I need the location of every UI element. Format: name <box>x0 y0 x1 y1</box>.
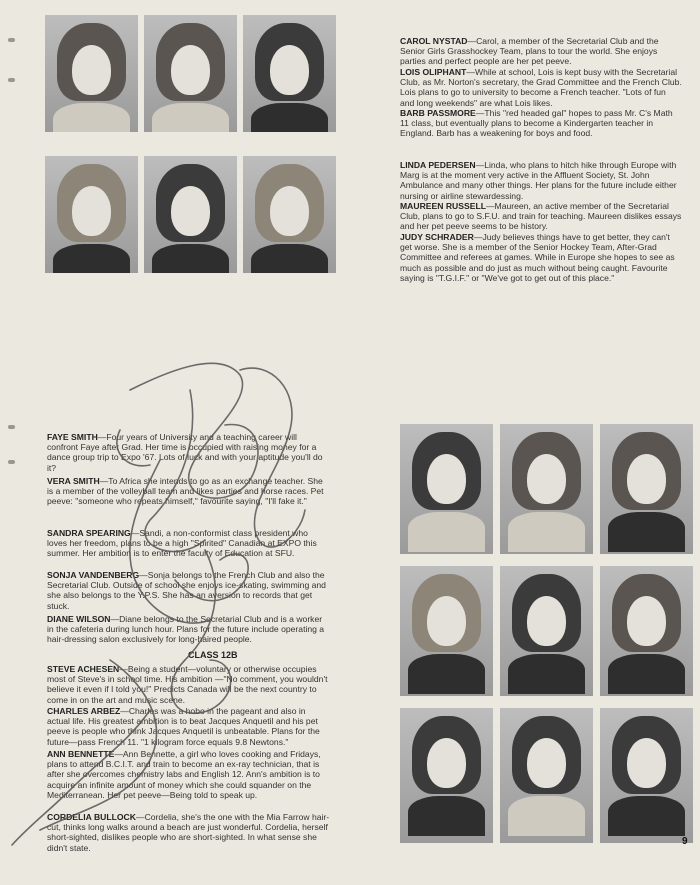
student-blurb: LOIS OLIPHANT—While at school, Lois is kept busy with the Secretarial Club, as Mr. Norton's secretary, the Grad Committee and the French Club. Lois plans to go to university to become a French teacher. "Lots of fun and long weekends" are what Lois likes. <box>400 67 682 108</box>
student-blurb: BARB PASSMORE—This "red headed gal" hopes to pass Mr. C's Math 11 class, but eventually plans to become a Kindergarten teacher in England. Barb has a weakening for boys and food. <box>400 108 673 139</box>
class-heading: CLASS 12B <box>188 650 238 660</box>
student-blurb: SANDRA SPEARING—Sandi, a non-conformist class president who loves her freedom, plans to be a high "Spirited" Canadian at EXPO this summer. Her ambition is to enter the faculty of Education at SFU. <box>47 528 317 559</box>
student-photo <box>500 424 593 554</box>
student-photo <box>144 15 237 132</box>
student-photo <box>400 566 493 696</box>
student-photo <box>144 156 237 273</box>
student-photo <box>600 424 693 554</box>
binder-hole <box>8 425 15 429</box>
student-photo <box>500 566 593 696</box>
student-blurb: SONJA VANDENBERG—Sonja belongs to the French Club and also the Secretarial Club. Outside of school she enjoys ice-skating, swimming and she also belongs to the Y.P.S. She has an aversion to records that get stuck. <box>47 570 326 611</box>
student-blurb: ANN BENNETTE—Ann Bennette, a girl who loves cooking and Fridays, plans to attend B.C.I.T. and train to become an ex-ray technician, that is after she overcomes chemistry labs and English 12. Ann's ambition is to acquire an infinite amount of money which she could squander on the Mediterranean. Her pet peeve—Being told to speak up. <box>47 749 321 800</box>
student-blurb: DIANE WILSON—Diane belongs to the Secretarial Club and is a worker in the cafeteria during lunch hour. Plans for the future include operating a hair-dressing salon exclusively for long-haired people. <box>47 614 325 645</box>
student-blurb: CORDELIA BULLOCK—Cordelia, she's the one with the Mia Farrow hair-cut, thinks long walks around a beach are just wonderful. Cordelia, herself short-sighted, dislikes people who are short-sighted. In what sense she didn't state. <box>47 812 330 853</box>
page-number: 9 <box>682 836 688 847</box>
student-blurb: VERA SMITH—To Africa she intends to go as an exchange teacher. She is a member of the volleyball team and likes parties and horse races. Pet peeve: "someone who repeats himself," favourite saying, "I'll fake it." <box>47 476 324 507</box>
student-photo <box>400 708 493 843</box>
student-blurb: STEVE ACHESEN—Being a student—voluntary or otherwise occupies most of Steve's in school time. His ambition —"No comment, you wouldn't believe it even if I told you!" Predicts Canada will be the next country to come in on the art and music scene. <box>47 664 328 705</box>
student-blurb: LINDA PEDERSEN—Linda, who plans to hitch hike through Europe with Marg is at the moment very active in the Affluent Society, St. John Ambulance and many other things. Her plans for the future include either nursing or airline stewardessing. <box>400 160 677 201</box>
student-blurb: CAROL NYSTAD—Carol, a member of the Secretarial Club and the Senior Girls Grasshockey Team, plans to tour the world. She enjoys parties and perfect people are her pet peeve. <box>400 36 659 67</box>
student-blurb: JUDY SCHRADER—Judy believes things have to get better, they can't get worse. She is a member of the Senior Hockey Team, After-Grad Committee and referees at games. While in Europe she hopes to see as much as possible and do just as much without being caught. Favourite saying is "T.G.I.F." or "We've got to get out of this place." <box>400 232 675 283</box>
student-photo <box>600 566 693 696</box>
student-photo <box>45 15 138 132</box>
binder-hole <box>8 38 15 42</box>
student-photo <box>45 156 138 273</box>
student-photo <box>500 708 593 843</box>
student-photo <box>243 156 336 273</box>
student-blurb: MAUREEN RUSSELL—Maureen, an active member of the Secretarial Club, plans to go to S.F.U. and train for teaching. Maureen dislikes essays and her pet peeve seems to be history. <box>400 201 682 232</box>
binder-hole <box>8 460 15 464</box>
student-blurb: CHARLES ARBEZ—Charles was a hobo in the pageant and also in actual life. His greatest ambition is to beat Jacques Anquetil and his pet peeve is people who think Jacques Anquetil is unbeatable. Plans for the future—pass French 11. "1 kilogram force equals 9.8 Newtons." <box>47 706 320 747</box>
student-blurb: FAYE SMITH—Four years of University and a teaching career will confront Faye after Grad. Her time is occupied with raising money for a dance group trip to Expo '67. Lots of luck and with your aptitude you'll do it? <box>47 432 323 473</box>
student-photo <box>600 708 693 843</box>
student-photo <box>400 424 493 554</box>
binder-hole <box>8 78 15 82</box>
student-photo <box>243 15 336 132</box>
